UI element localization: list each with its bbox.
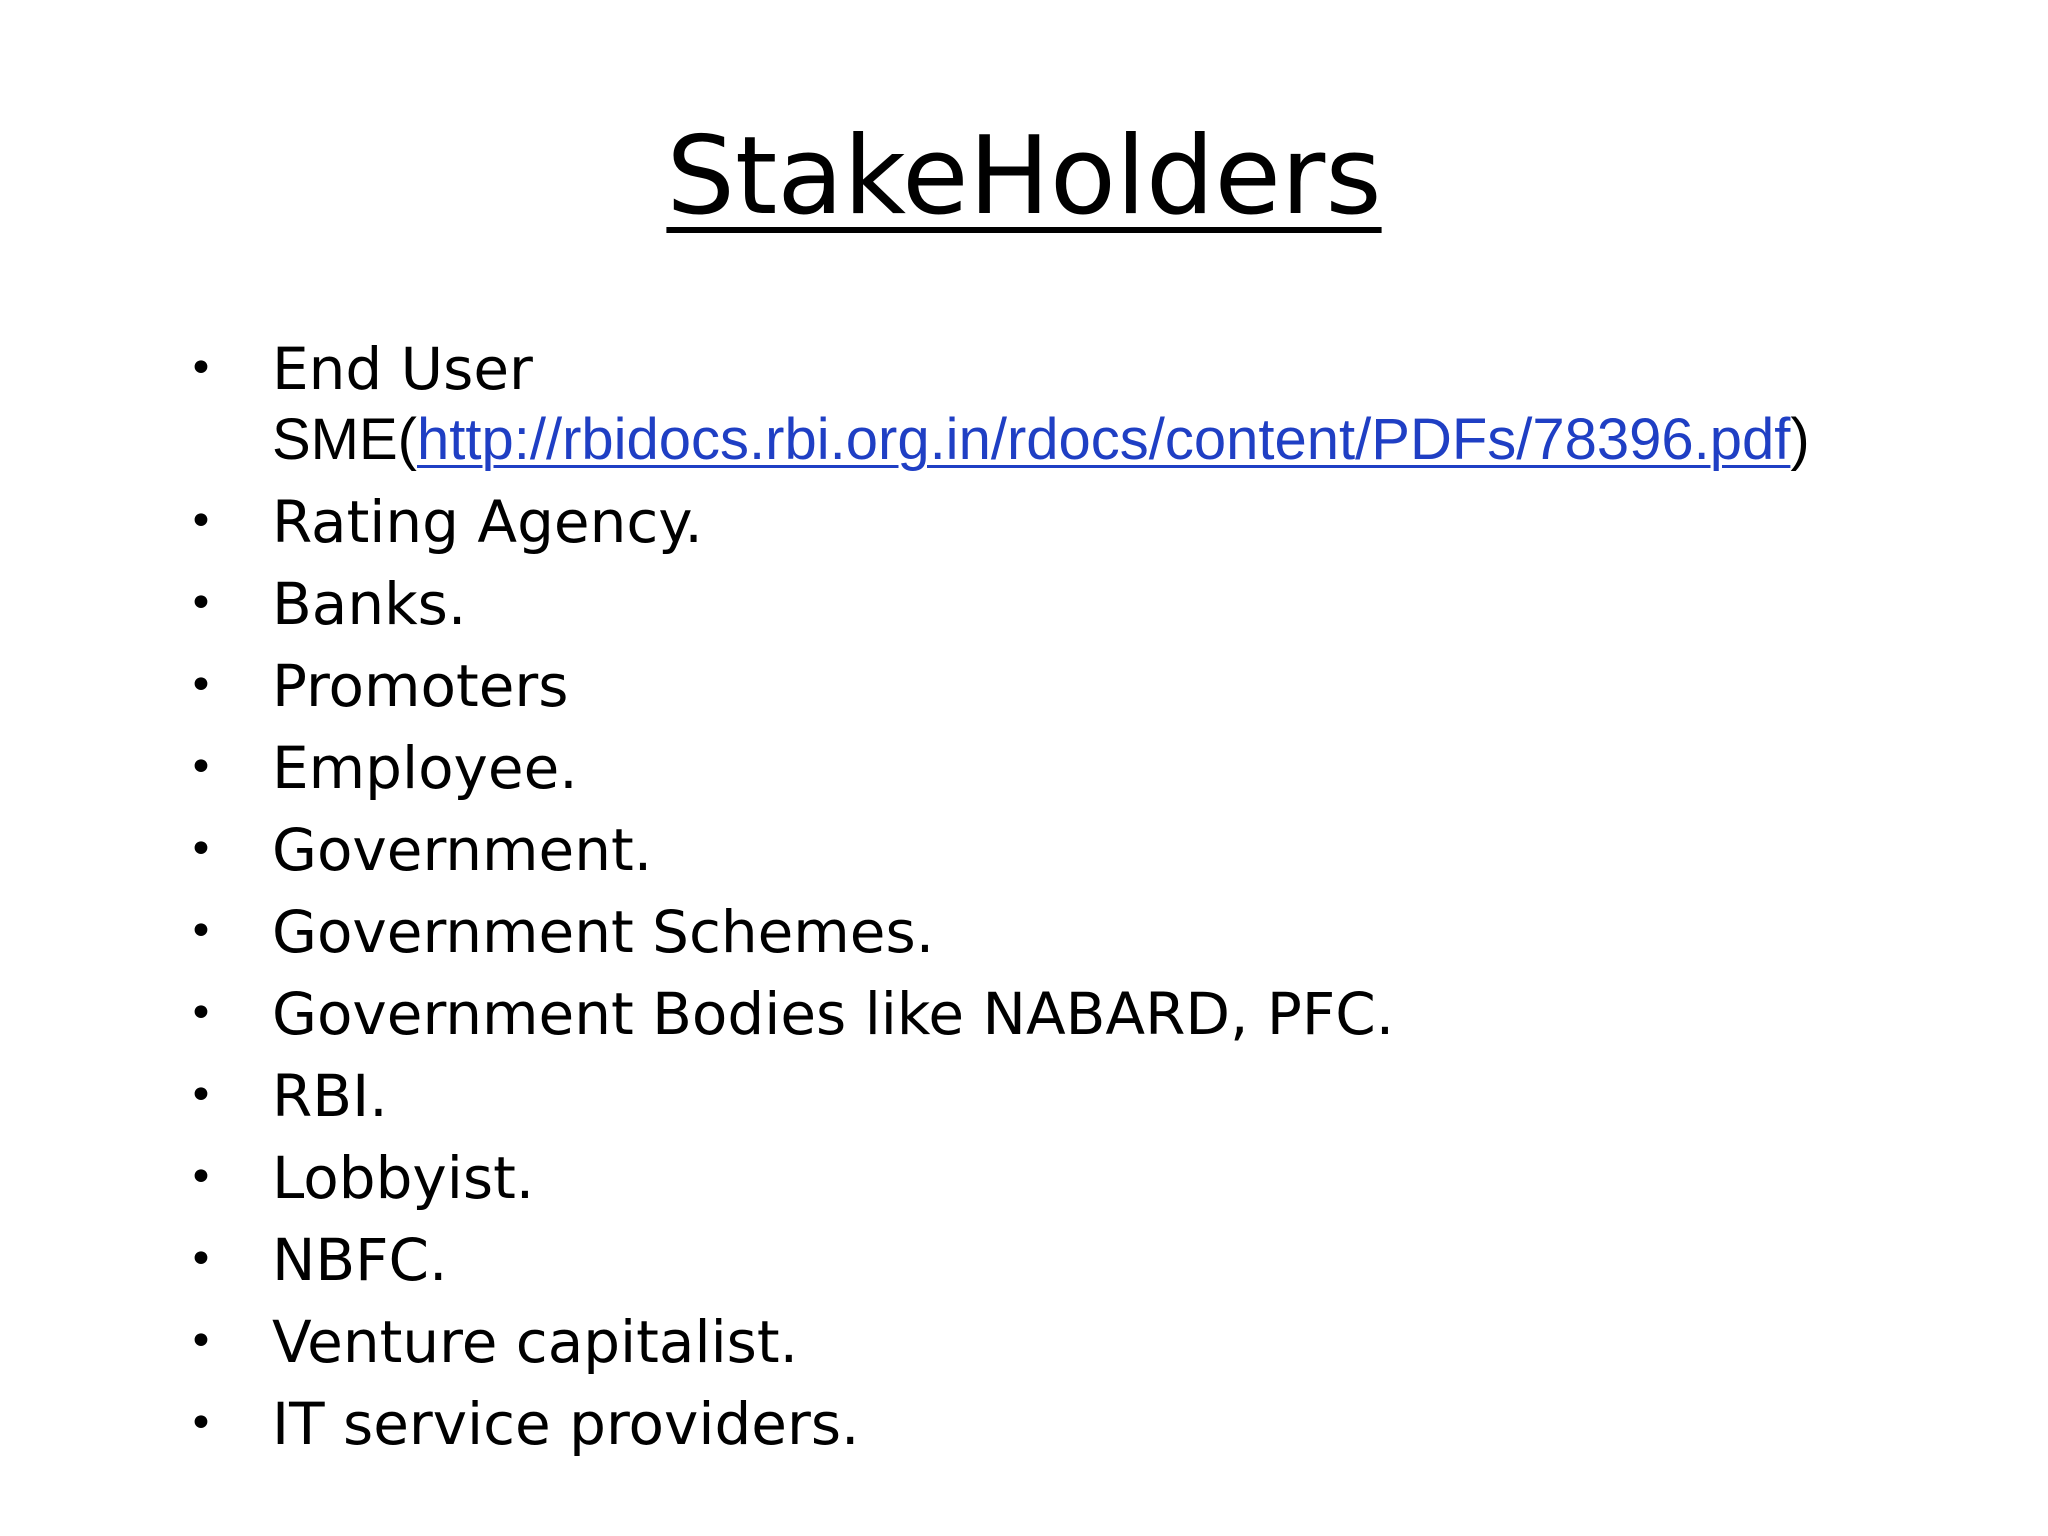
list-item [188,1061,2008,1131]
list-item [188,733,2008,803]
bullet-icon: • [188,988,214,1039]
list-item-text: Venture capitalist. [272,1308,799,1376]
list-item [188,979,2008,1049]
stakeholder-list [188,334,2008,1471]
list-item [188,651,2008,721]
bullet-icon: • [188,496,214,547]
list-item-text: Government Schemes. [272,898,935,966]
list-item-text: Banks. [272,570,467,638]
list-item [188,1225,2008,1295]
list-item-end-user [188,334,2008,475]
list-item [188,1307,2008,1377]
sme-suffix: ) [1790,407,1810,472]
bullet-icon: • [188,343,214,394]
bullet-icon: • [188,578,214,629]
bullet-icon: • [188,1316,214,1367]
bullet-icon: • [188,1398,214,1449]
list-item [188,569,2008,639]
list-item-text: Government. [272,816,653,884]
list-item-text: IT service providers. [272,1390,860,1458]
sme-prefix: SME( [272,407,417,472]
bullet-icon: • [188,824,214,875]
list-item-text: Rating Agency. [272,488,703,556]
list-item [188,815,2008,885]
list-item [188,487,2008,557]
bullet-icon: • [188,742,214,793]
list-item [188,1389,2008,1459]
bullet-icon: • [188,1234,214,1285]
list-item-text: End User [272,335,533,403]
list-item-sme-line [272,404,2008,475]
list-item-text: Lobbyist. [272,1144,535,1212]
list-item-text: RBI. [272,1062,388,1130]
list-item-text: Employee. [272,734,578,802]
bullet-icon: • [188,906,214,957]
bullet-icon: • [188,1152,214,1203]
slide-title-text: StakeHolders [666,114,1382,239]
list-item-text: NBFC. [272,1226,448,1294]
rbi-pdf-link[interactable]: http://rbidocs.rbi.org.in/rdocs/content/PDFs/78396.pdf [417,407,1791,472]
slide-title [0,112,2048,242]
list-item [188,897,2008,967]
list-item [188,1143,2008,1213]
list-item-text: Government Bodies like NABARD, PFC. [272,980,1395,1048]
list-item-text: Promoters [272,652,569,720]
bullet-icon: • [188,1070,214,1121]
bullet-icon: • [188,660,214,711]
